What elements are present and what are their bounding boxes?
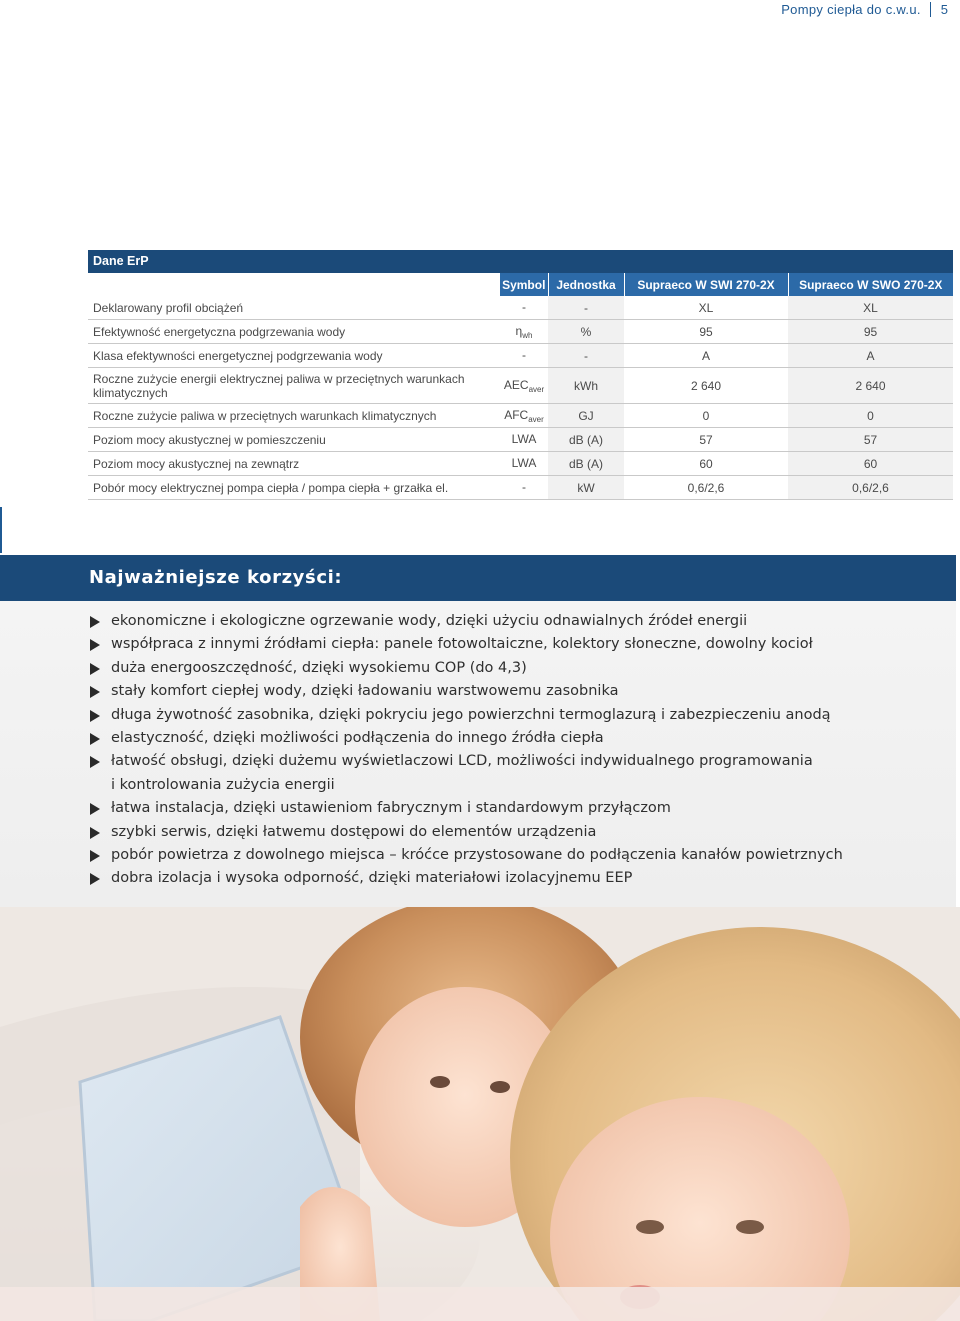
erp-row-label: Efektywność energetyczna podgrzewania wody bbox=[88, 320, 500, 344]
erp-row-symbol bbox=[500, 344, 548, 368]
bullet-arrow-icon bbox=[90, 756, 100, 768]
benefit-item bbox=[89, 844, 939, 867]
erp-row bbox=[88, 296, 953, 320]
erp-symbol-text: AFC bbox=[504, 407, 529, 422]
erp-col-symbol: Symbol bbox=[500, 273, 548, 296]
benefit-text: elastyczność, dzięki możliwości podłączenia do innego źródła ciepła bbox=[111, 730, 604, 747]
bullet-arrow-icon bbox=[90, 873, 100, 885]
erp-row bbox=[88, 368, 953, 404]
photo-children-with-tablet bbox=[0, 907, 960, 1321]
benefit-item bbox=[89, 867, 939, 890]
erp-row-swo-value: 95 bbox=[788, 320, 953, 344]
erp-row-label: Poziom mocy akustycznej w pomieszczeniu bbox=[88, 428, 500, 452]
erp-row-symbol bbox=[500, 452, 548, 476]
erp-row-swo-value: 2 640 bbox=[788, 368, 953, 404]
benefit-text: ekonomiczne i ekologiczne ogrzewanie wody, dzięki użyciu odnawialnych źródeł energii bbox=[111, 613, 748, 629]
erp-row-swi-value: 57 bbox=[624, 428, 788, 452]
erp-row-unit: kW bbox=[548, 476, 624, 500]
running-title: Pompy ciepła do c.w.u. bbox=[781, 1, 921, 17]
erp-row-label: Pobór mocy elektrycznej pompa ciepła / pompa ciepła + grzałka el. bbox=[88, 476, 500, 500]
erp-row bbox=[88, 404, 953, 428]
benefit-item bbox=[89, 704, 939, 727]
erp-symbol-subscript: aver bbox=[528, 414, 544, 424]
erp-row-label: Roczne zużycie paliwa w przeciętnych warunkach klimatycznych bbox=[88, 404, 500, 428]
photo-illustration bbox=[0, 907, 960, 1321]
page-number: 5 bbox=[940, 1, 948, 17]
erp-row-symbol bbox=[500, 320, 548, 344]
page-header bbox=[781, 0, 960, 18]
bullet-arrow-icon bbox=[90, 663, 100, 675]
erp-symbol-text: LWA bbox=[511, 455, 537, 470]
erp-row-swo-value: 0,6/2,6 bbox=[788, 476, 953, 500]
erp-row-unit: GJ bbox=[548, 404, 624, 428]
erp-col-swo: Supraeco W SWO 270-2X bbox=[788, 273, 953, 296]
benefit-item bbox=[89, 727, 939, 750]
benefit-text: łatwość obsługi, dzięki dużemu wyświetlaczowi LCD, możliwości indywidualnego programowania i kontrolowania zużycia energii bbox=[111, 753, 813, 793]
erp-row-symbol bbox=[500, 476, 548, 500]
benefit-item bbox=[89, 633, 939, 656]
erp-row-swo-value: XL bbox=[788, 296, 953, 320]
benefit-item bbox=[89, 821, 939, 844]
benefit-text: długa żywotność zasobnika, dzięki pokryciu jego powierzchni termoglazurą i zabezpieczeniu anodą bbox=[111, 706, 831, 723]
benefit-item bbox=[89, 797, 939, 820]
bullet-arrow-icon bbox=[90, 616, 100, 628]
erp-row-swo-value: 0 bbox=[788, 404, 953, 428]
erp-row-swo-value: A bbox=[788, 344, 953, 368]
benefit-item bbox=[89, 657, 939, 680]
erp-row-symbol bbox=[500, 404, 548, 428]
erp-symbol-text: η bbox=[515, 323, 523, 338]
benefit-item bbox=[89, 610, 939, 633]
erp-row-unit: - bbox=[548, 344, 624, 368]
erp-row-label: Klasa efektywności energetycznej podgrzewania wody bbox=[88, 344, 500, 368]
benefits-panel bbox=[0, 601, 956, 907]
erp-row-swi-value: XL bbox=[624, 296, 788, 320]
erp-symbol-text: - bbox=[522, 347, 526, 362]
erp-row-swi-value: 2 640 bbox=[624, 368, 788, 404]
benefits-header bbox=[0, 555, 956, 601]
benefit-item bbox=[89, 680, 939, 703]
left-edge-marker bbox=[0, 507, 2, 553]
erp-table bbox=[88, 273, 953, 500]
erp-row-label: Roczne zużycie energii elektrycznej paliwa w przeciętnych warunkach klimatycznych bbox=[88, 368, 500, 404]
erp-row-symbol bbox=[500, 428, 548, 452]
benefit-text: dobra izolacja i wysoka odporność, dzięki materiałowi izolacyjnemu EEP bbox=[111, 870, 633, 887]
bullet-arrow-icon bbox=[90, 827, 100, 839]
erp-row-swi-value: 95 bbox=[624, 320, 788, 344]
erp-row bbox=[88, 344, 953, 368]
erp-symbol-text: LWA bbox=[511, 431, 537, 446]
erp-row-label: Poziom mocy akustycznej na zewnątrz bbox=[88, 452, 500, 476]
erp-col-unit: Jednostka bbox=[548, 273, 624, 296]
erp-row-swi-value: A bbox=[624, 344, 788, 368]
erp-col-swi: Supraeco W SWI 270-2X bbox=[624, 273, 788, 296]
erp-row-symbol bbox=[500, 296, 548, 320]
benefits-title: Najważniejsze korzyści: bbox=[89, 567, 343, 588]
erp-row bbox=[88, 428, 953, 452]
erp-symbol-text: AEC bbox=[503, 377, 529, 392]
erp-row bbox=[88, 320, 953, 344]
header-divider bbox=[930, 2, 931, 17]
erp-table-title: Dane ErP bbox=[88, 250, 953, 273]
erp-row-swi-value: 60 bbox=[624, 452, 788, 476]
erp-symbol-text: - bbox=[522, 299, 526, 314]
bullet-arrow-icon bbox=[90, 639, 100, 651]
erp-row-swi-value: 0 bbox=[624, 404, 788, 428]
benefits-list bbox=[89, 610, 939, 891]
benefit-text: łatwa instalacja, dzięki ustawieniom fabrycznym i standardowym przyłączom bbox=[111, 800, 671, 817]
benefit-text: stały komfort ciepłej wody, dzięki ładowaniu warstwowemu zasobnika bbox=[111, 683, 619, 700]
bullet-arrow-icon bbox=[90, 686, 100, 698]
benefit-text: współpraca z innymi źródłami ciepła: panele fotowoltaiczne, kolektory słoneczne, dowolny kocioł bbox=[111, 636, 813, 653]
erp-row-symbol bbox=[500, 368, 548, 404]
erp-row-unit: kWh bbox=[548, 368, 624, 404]
erp-symbol-subscript: aver bbox=[528, 384, 545, 394]
erp-row-unit: dB (A) bbox=[548, 428, 624, 452]
erp-row-swo-value: 60 bbox=[788, 452, 953, 476]
bullet-arrow-icon bbox=[90, 850, 100, 862]
erp-header-blank bbox=[88, 273, 500, 296]
benefit-text: duża energooszczędność, dzięki wysokiemu COP (do 4,3) bbox=[111, 659, 527, 676]
erp-row-label: Deklarowany profil obciążeń bbox=[88, 296, 500, 320]
benefit-text: pobór powietrza z dowolnego miejsca – króćce przystosowane do podłączenia kanałów powietrznych bbox=[111, 847, 843, 864]
bullet-arrow-icon bbox=[90, 710, 100, 722]
erp-row-unit: % bbox=[548, 320, 624, 344]
erp-row-swo-value: 57 bbox=[788, 428, 953, 452]
bullet-arrow-icon bbox=[90, 733, 100, 745]
erp-row bbox=[88, 476, 953, 500]
erp-row-swi-value: 0,6/2,6 bbox=[624, 476, 788, 500]
erp-symbol-text: - bbox=[522, 479, 526, 494]
erp-row-unit: - bbox=[548, 296, 624, 320]
benefit-item bbox=[89, 750, 939, 797]
erp-symbol-subscript: wh bbox=[522, 330, 533, 340]
benefit-text: szybki serwis, dzięki łatwemu dostępowi do elementów urządzenia bbox=[111, 823, 597, 840]
erp-data-table-section bbox=[88, 250, 953, 500]
erp-header-row bbox=[88, 273, 953, 296]
bullet-arrow-icon bbox=[90, 803, 100, 815]
erp-row-unit: dB (A) bbox=[548, 452, 624, 476]
erp-row bbox=[88, 452, 953, 476]
